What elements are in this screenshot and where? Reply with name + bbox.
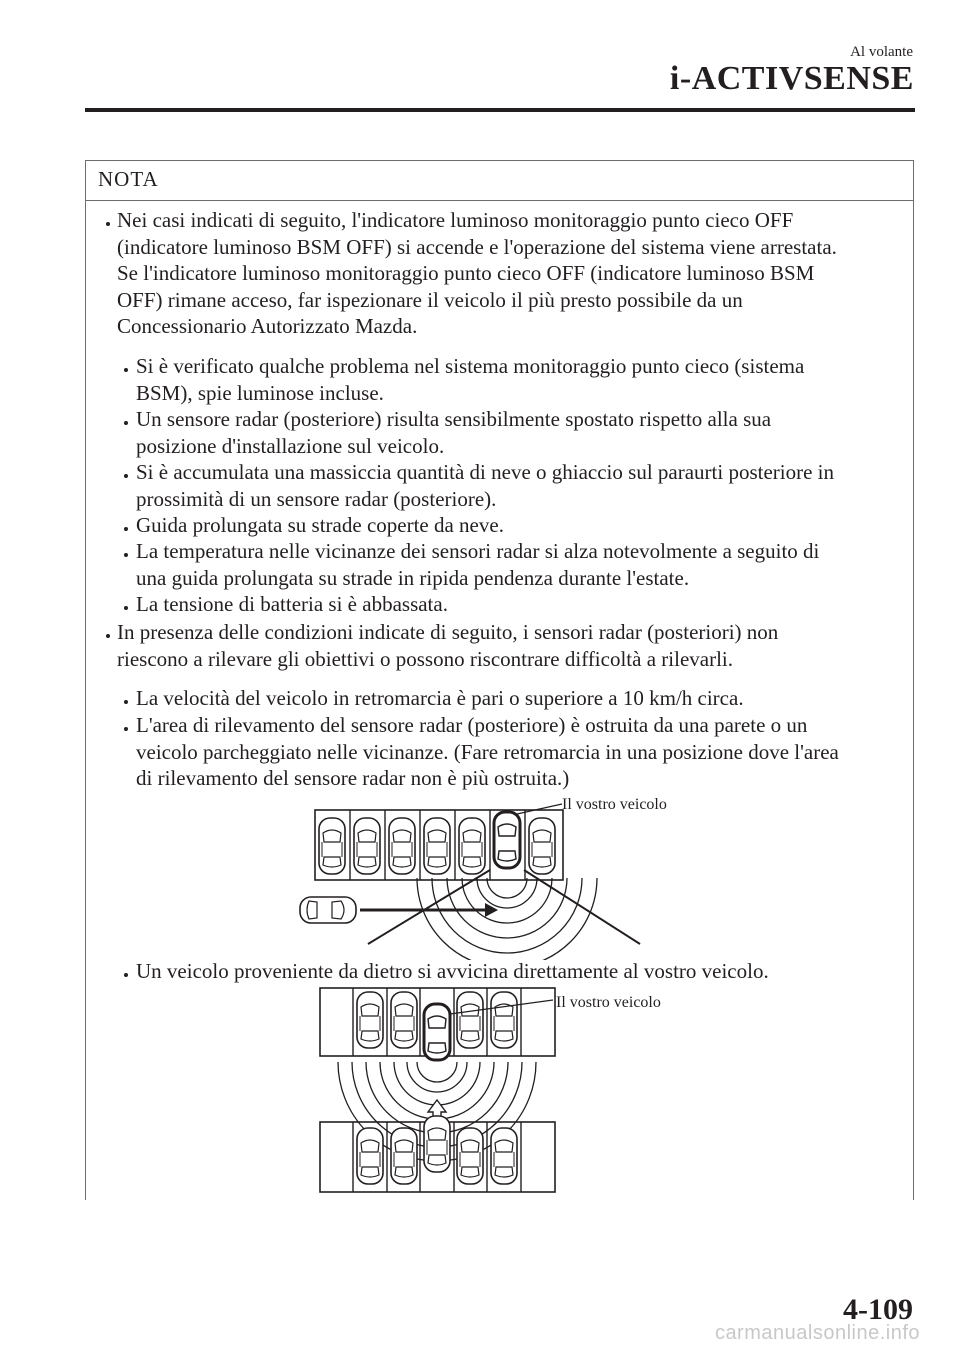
sub-bullet-1-5: La temperatura nelle vicinanze dei sensori radar si alza notevolmente a seguito di una guida prolungata su strade in ripida pendenza durante l'estate. <box>136 539 820 590</box>
figure-1-label: Il vostro veicolo <box>562 796 667 813</box>
sub-bullet-1-2: Un sensore radar (posteriore) risulta sensibilmente spostato rispetto alla sua posizione d'installazione sul veicolo. <box>136 407 772 458</box>
page-title: i-ACTIVSENSE <box>669 60 914 97</box>
sub-bullet-1-4: Guida prolungata su strade coperte da neve. <box>136 513 504 537</box>
sub-bullet-icon <box>124 421 128 425</box>
sub-bullet-2-1: La velocità del veicolo in retromarcia è pari o superiore a 10 km/h circa. <box>136 686 744 710</box>
note-bullet-2: In presenza delle condizioni indicate di seguito, i sensori radar (posteriori) non riescono a rilevare gli obiettivi o possono riscontrare difficoltà a rilevarli. <box>117 620 779 671</box>
sub-bullet-icon <box>124 474 128 478</box>
sub-bullet-icon <box>124 700 128 704</box>
sub-bullet-1-1: Si è verificato qualche problema nel sistema monitoraggio punto cieco (sistema BSM), spie luminose incluse. <box>136 354 805 405</box>
sub-bullet-icon <box>124 368 128 372</box>
header-rule <box>85 108 915 112</box>
figure-parking-side-obstruction <box>290 790 710 960</box>
sub-bullet-1-3: Si è accumulata una massiccia quantità di neve o ghiaccio sul paraurti posteriore in prossimità di un sensore radar (posteriore). <box>136 460 835 511</box>
note-bullet-1: Nei casi indicati di seguito, l'indicatore luminoso monitoraggio punto cieco OFF (indicatore luminoso BSM OFF) si accende e l'operazione del sistema viene arrestata. Se l'indicatore luminoso monitoraggio punto cieco OFF (indicatore luminoso BSM OFF) rimane acceso, far ispezionare il veicolo il più presto possibile da un Concessionario Autorizzato Mazda. <box>117 208 837 338</box>
sub-bullet-icon <box>124 527 128 531</box>
sub-bullet-2-2: L'area di rilevamento del sensore radar (posteriore) è ostruita da una parete o un veicolo parcheggiato nelle vicinanze. (Fare retromarcia in una posizione dove l'area di rilevamento del sensore radar non è più ostruita.) <box>136 713 839 790</box>
bullet-icon <box>106 222 110 226</box>
note-header-divider <box>85 200 914 201</box>
sub-bullet-icon <box>124 553 128 557</box>
note-title: NOTA <box>98 167 159 191</box>
sub-bullet-icon <box>124 973 128 977</box>
bullet-icon <box>106 634 110 638</box>
figure-2-label: Il vostro veicolo <box>556 994 661 1011</box>
sub-bullet-icon <box>124 606 128 610</box>
sub-bullet-2-3: Un veicolo proveniente da dietro si avvicina direttamente al vostro veicolo. <box>136 959 769 983</box>
figure-parking-rear-approach <box>310 984 710 1196</box>
sub-bullet-1-6: La tensione di batteria si è abbassata. <box>136 592 448 616</box>
page-number: 4-109 <box>843 1293 913 1326</box>
footer-watermark: carmanualsonline.info <box>714 1322 920 1344</box>
sub-bullet-icon <box>124 727 128 731</box>
section-name: Al volante <box>850 44 913 60</box>
